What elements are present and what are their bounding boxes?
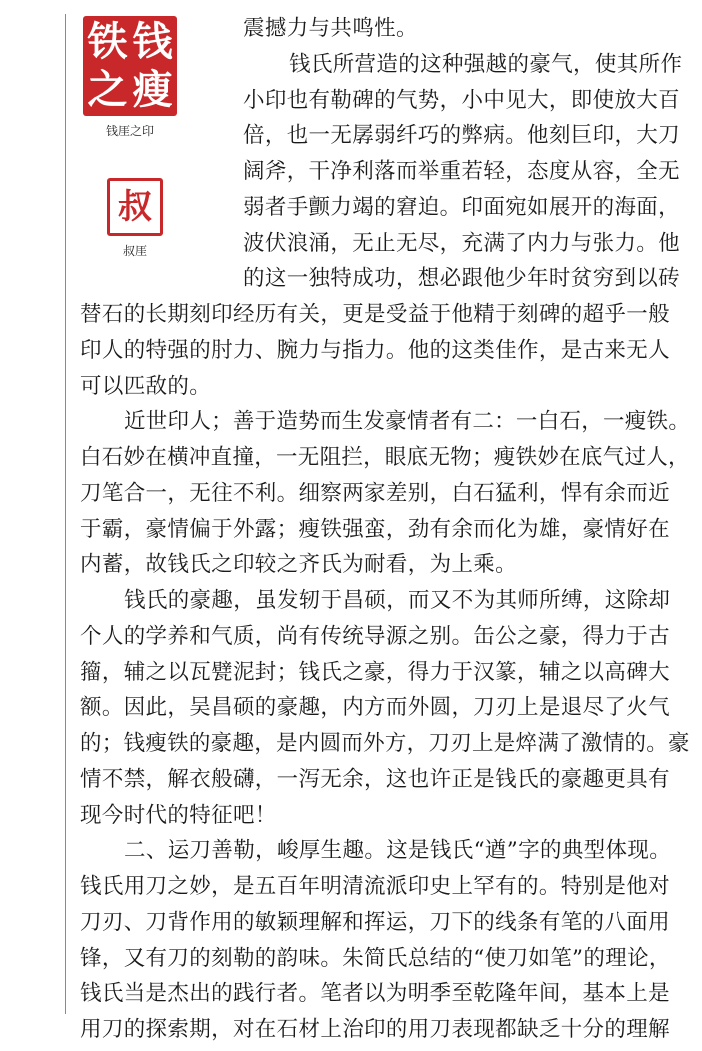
text-line: 的；钱瘦铁的豪趣，是内圆而外方，刀刃上是焠满了激情的。豪 <box>80 731 690 756</box>
text-line: 波伏浪涌，无止无尽，充满了内力与张力。他 <box>243 230 681 256</box>
text-line: 替石的长期刻印经历有关，更是受益于他精于刻碑的超乎一般 <box>80 302 670 327</box>
margin-rule <box>65 14 66 1014</box>
text-line: 锋，又有刀的刻勒的韵味。朱简氏总结的“使刀如笔”的理论， <box>80 945 671 971</box>
text-line: 震撼力与共鸣性。 <box>243 16 418 41</box>
text-line: 倍，也一无孱弱纤巧的弊病。他刻巨印，大刀 <box>243 123 681 149</box>
seal-glyph: 钱 <box>132 18 173 65</box>
seal-shuya <box>103 178 167 259</box>
text-line: 现今时代的特征吧！ <box>80 802 277 828</box>
text-line: 情不禁，解衣般礴，一泻无余，这也许正是钱氏的豪趣更具有 <box>80 766 670 792</box>
text-line: 近世印人；善于造势而生发豪情者有二：一白石，一瘦铁。 <box>124 409 691 435</box>
text-line: 钱氏所营造的这种强越的豪气，使其所作 <box>289 51 683 77</box>
seal-caption: 钱厓之印 <box>105 124 154 138</box>
seal-qianya-image <box>83 16 177 116</box>
text-line: 个人的学养和气质，尚有传统导源之别。缶公之豪，得力于古 <box>80 623 670 649</box>
text-line: 钱氏用刀之妙，是五百年明清流派印史上罕有的。特别是他对 <box>80 874 670 899</box>
text-line: 用刀的探索期，对在石材上治印的用刀表现都缺乏十分的理解 <box>80 1017 670 1042</box>
text-line: 刀笔合一，无往不利。细察两家差别，白石猛利，悍有余而近 <box>80 480 670 506</box>
text-line: 可以匹敌的。 <box>80 373 212 399</box>
seal-shuya-image: 叔 <box>107 178 163 236</box>
text-line: 额。因此，吴昌硕的豪趣，内方而外圆，刀刃上是退尽了火气 <box>80 695 670 721</box>
text-line: 内蓄，故钱氏之印较之齐氏为耐看，为上乘。 <box>80 552 518 578</box>
seal-glyph: 铁 <box>87 18 128 65</box>
text-line: 钱氏当是杰出的践行者。笔者以为明季至乾隆年间，基本上是 <box>80 981 670 1007</box>
seal-glyph: 之 <box>87 66 128 113</box>
text-line: 印人的特强的肘力、腕力与指力。他的这类佳作，是古来无人 <box>80 337 670 363</box>
text-line: 于霸，豪情偏于外露；瘦铁强蛮，劲有余而化为雄，豪情好在 <box>80 516 670 542</box>
seal-caption: 叔厓 <box>122 244 147 258</box>
text-line: 小印也有勒碑的气势，小中见大，即使放大百 <box>243 87 681 113</box>
text-line: 阔斧，干净利落而举重若轻，态度从容，全无 <box>243 159 681 184</box>
seal-glyph: 瘦 <box>132 66 173 113</box>
text-line: 籀，辅之以瓦甓泥封；钱氏之豪，得力于汉篆，辅之以高碑大 <box>80 659 670 685</box>
text-line: 白石妙在横冲直撞，一无阻拦，眼底无物；瘦铁妙在底气过人， <box>80 445 690 470</box>
text-line: 弱者手颤力竭的窘迫。印面宛如展开的海面， <box>243 194 681 220</box>
text-line: 钱氏的豪趣，虽发轫于昌硕，而又不为其师所缚，这除却 <box>124 588 671 613</box>
text-line: 的这一独特成功，想必跟他少年时贫穷到以砖 <box>243 266 681 292</box>
text-line: 二、运刀善勒，峻厚生趣。这是钱氏“遒”字的典型体现。 <box>124 838 672 864</box>
text-line: 刀刃、刀背作用的敏颖理解和挥运，刀下的线条有笔的八面用 <box>80 909 670 935</box>
seal-qianya <box>80 16 180 139</box>
